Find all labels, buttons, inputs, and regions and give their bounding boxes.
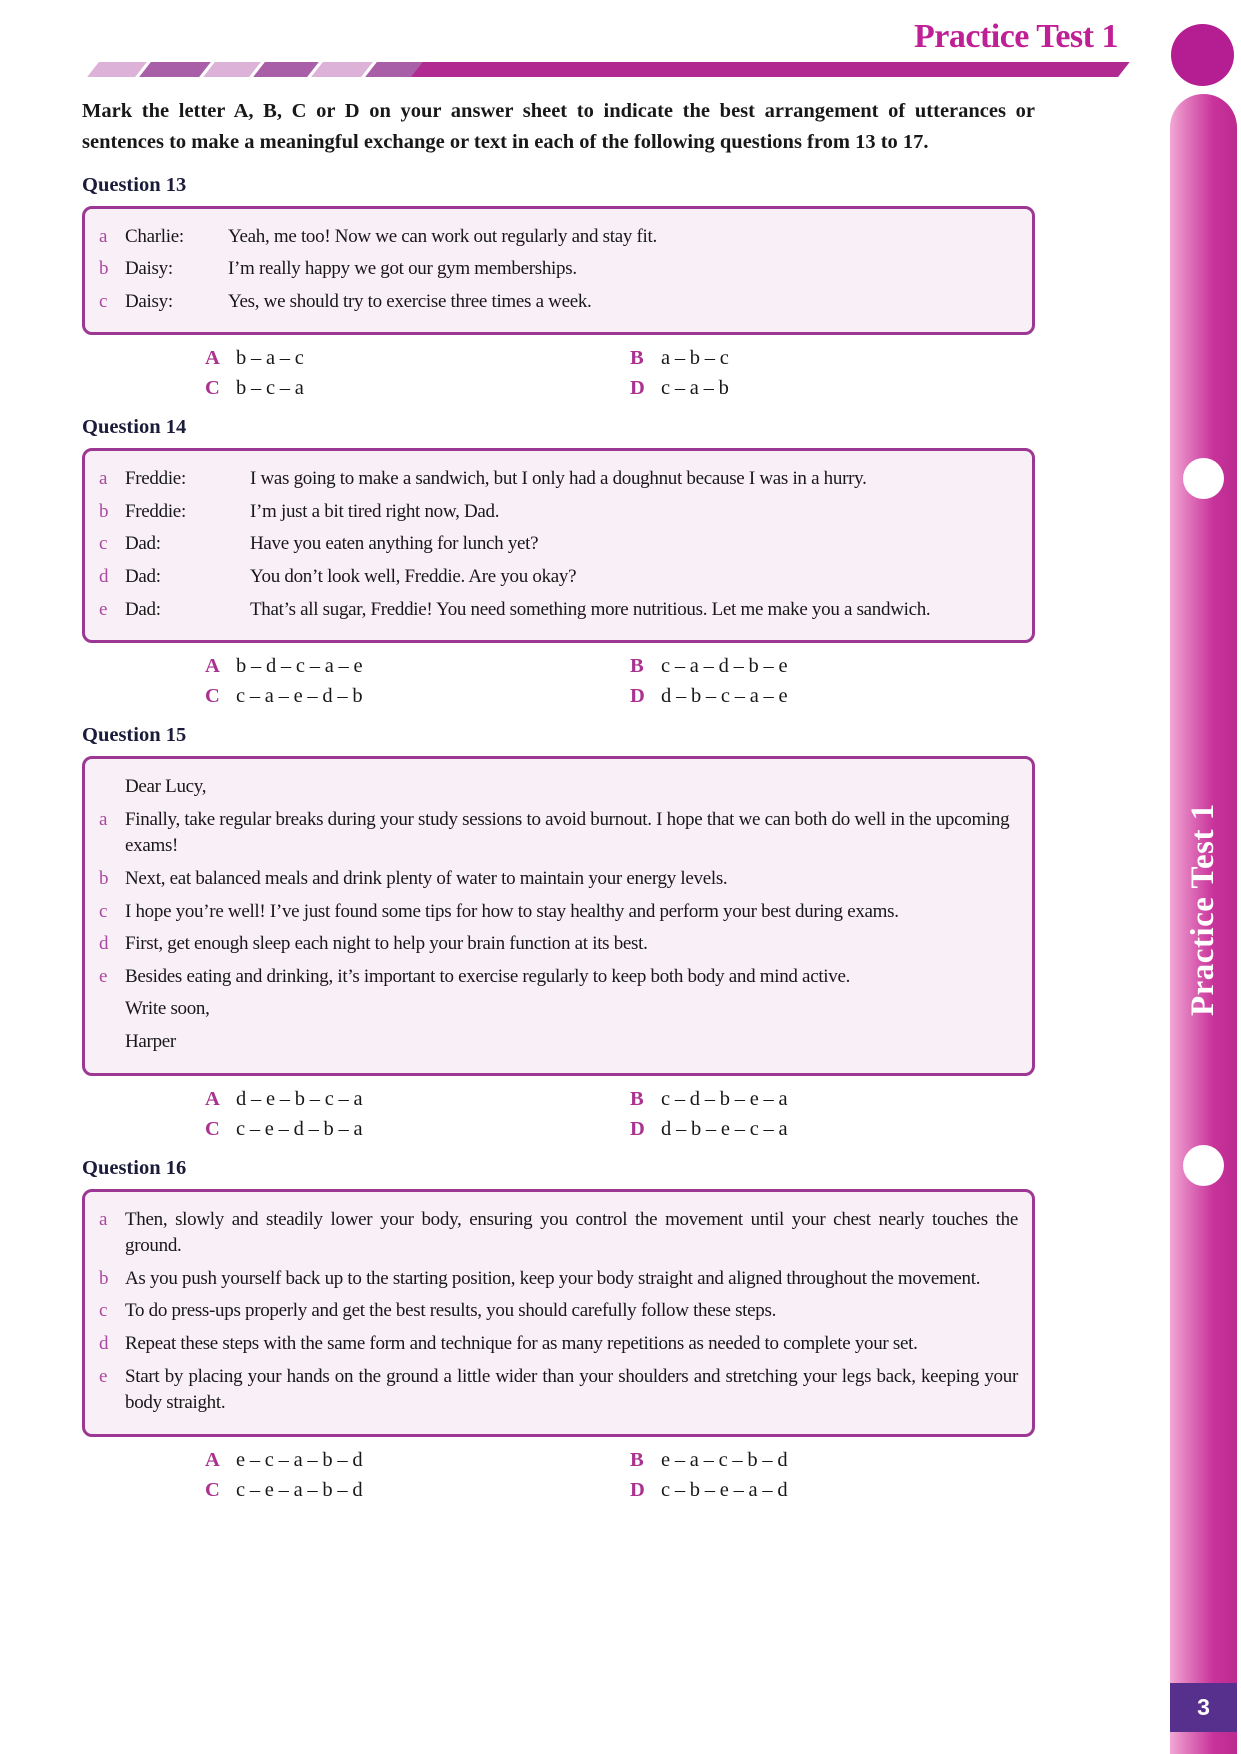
option-letter: B [630, 1448, 644, 1471]
option-value: e – a – c – b – d [661, 1448, 788, 1471]
item-row [97, 1266, 1018, 1293]
item-row [97, 1207, 1018, 1260]
options [205, 347, 1035, 400]
item-text: That’s all sugar, Freddie! You need something more nutritious. Let me make you a sandwich. [250, 598, 931, 620]
question-label: Question 16 [82, 1156, 187, 1179]
rule-segment [203, 62, 261, 77]
option-value: e – c – a – b – d [236, 1448, 363, 1471]
option-letter: D [630, 1117, 645, 1140]
option [630, 655, 1035, 678]
item-row [97, 964, 1018, 991]
item-speaker: Dad: [125, 598, 161, 620]
letter-signature: Harper [125, 1031, 176, 1052]
content [82, 96, 1035, 1506]
option-value: b – a – c [236, 347, 304, 370]
option [630, 377, 1035, 400]
item-letter: d [99, 1332, 109, 1354]
item-text: Finally, take regular breaks during your study sessions to avoid burnout. I hope that we can both do well in the upcoming exams! [125, 808, 1010, 857]
rule-segment [139, 62, 211, 77]
item-letter: e [99, 965, 108, 987]
item-row [97, 289, 1018, 316]
question-box [82, 206, 1035, 336]
item-row [97, 1331, 1018, 1358]
option-letter: B [630, 655, 644, 678]
item-row [97, 564, 1018, 591]
item-speaker: Freddie: [125, 468, 186, 490]
item-letter: e [99, 598, 108, 620]
item-letter: b [99, 868, 109, 890]
item-row [97, 866, 1018, 893]
item-letter: c [99, 900, 108, 922]
rule-segment [87, 62, 147, 77]
option-letter: D [630, 377, 645, 400]
item-letter: b [99, 500, 109, 522]
option-letter: B [630, 347, 644, 370]
option-value: c – a – d – b – e [661, 655, 788, 678]
item-text: I’m just a bit tired right now, Dad. [250, 500, 500, 522]
option-value: c – a – b [661, 377, 729, 400]
item-row [97, 931, 1018, 958]
item-letter: c [99, 1300, 108, 1322]
item-letter: d [99, 566, 109, 588]
item-text: First, get enough sleep each night to help your brain function at its best. [125, 933, 648, 955]
item-text: Repeat these steps with the same form and technique for as many repetitions as needed to complete your set. [125, 1332, 918, 1354]
option-value: c – b – e – a – d [661, 1478, 788, 1501]
item-speaker: Freddie: [125, 500, 186, 522]
question-box [82, 448, 1035, 643]
letter-salutation: Dear Lucy, [125, 776, 207, 798]
item-text: Besides eating and drinking, it’s important to exercise regularly to keep both body and mind active. [125, 965, 851, 987]
item-text: I was going to make a sandwich, but I only had a doughnut because I was in a hurry. [250, 468, 867, 490]
option [205, 1088, 630, 1111]
question-label: Question 15 [82, 724, 187, 747]
option-value: b – d – c – a – e [236, 655, 363, 678]
item-row [97, 531, 1018, 558]
option-value: c – a – e – d – b [236, 685, 363, 708]
option-letter: A [205, 347, 220, 370]
option [630, 1479, 1035, 1502]
rule-solid [411, 62, 1130, 77]
option-letter: D [630, 1478, 645, 1501]
item-row [97, 466, 1018, 493]
item-speaker: Dad: [125, 533, 161, 555]
punch-hole [1183, 1145, 1224, 1186]
item-letter: b [99, 258, 109, 280]
option-letter: A [205, 655, 220, 678]
item-letter: c [99, 290, 108, 312]
item-text: To do press-ups properly and get the best results, you should carefully follow these steps. [125, 1300, 777, 1322]
option-value: c – d – b – e – a [661, 1087, 788, 1110]
option-value: c – e – d – b – a [236, 1117, 363, 1140]
option-letter: C [205, 1478, 220, 1501]
instructions: Mark the letter A, B, C or D on your answer sheet to indicate the best arrangement of utterances or sentences to make a meaningful exchange or text in each of the following questions from 13 to 17. [82, 100, 1035, 153]
header-rule [93, 62, 1118, 77]
item-text: Start by placing your hands on the ground a little wider than your shoulders and stretching your legs back, keeping your body straight. [125, 1365, 1018, 1414]
option [205, 1118, 630, 1141]
option-letter: A [205, 1448, 220, 1471]
item-text: Yeah, me too! Now we can work out regularly and stay fit. [228, 225, 657, 247]
item-row [97, 807, 1018, 860]
item-speaker: Charlie: [125, 225, 184, 247]
option-letter: D [630, 685, 645, 708]
option-value: d – b – e – c – a [661, 1117, 788, 1140]
item-letter: d [99, 933, 109, 955]
item-row [97, 224, 1018, 251]
question-box [82, 1189, 1035, 1437]
item-row [97, 256, 1018, 283]
item-row [97, 1298, 1018, 1325]
item-speaker: Daisy: [125, 258, 173, 280]
item-letter: a [99, 468, 108, 490]
item-text: I’m really happy we got our gym memberships. [228, 258, 577, 280]
item-text: Yes, we should try to exercise three times a week. [228, 290, 592, 312]
item-row [97, 1364, 1018, 1417]
item-row [97, 899, 1018, 926]
item-speaker: Daisy: [125, 290, 173, 312]
question-label: Question 14 [82, 416, 187, 439]
item-text: Have you eaten anything for lunch yet? [250, 533, 539, 555]
item-letter: a [99, 225, 108, 247]
option-letter: C [205, 685, 220, 708]
option [630, 1088, 1035, 1111]
options [205, 1088, 1035, 1141]
option [630, 347, 1035, 370]
item-text: I hope you’re well! I’ve just found some tips for how to stay healthy and perform your best during exams. [125, 900, 899, 922]
item-letter: a [99, 808, 108, 830]
option [630, 1449, 1035, 1472]
item-row [97, 597, 1018, 624]
rule-segment [311, 62, 373, 77]
item-letter: e [99, 1365, 108, 1387]
item-letter: c [99, 533, 108, 555]
sidebar-title: Practice Test 1 [1185, 803, 1221, 1017]
option-letter: C [205, 1117, 220, 1140]
item-text: As you push yourself back up to the starting position, keep your body straight and aligned throughout the movement. [125, 1267, 981, 1289]
option-letter: A [205, 1087, 220, 1110]
punch-hole [1183, 458, 1224, 499]
rule-segment [253, 62, 319, 77]
item-letter: b [99, 1267, 109, 1289]
question-label: Question 13 [82, 173, 187, 196]
item-text: Then, slowly and steadily lower your body, ensuring you control the movement until your chest nearly touches the ground. [125, 1208, 1018, 1257]
option [205, 685, 630, 708]
option [630, 685, 1035, 708]
options [205, 655, 1035, 708]
options [205, 1449, 1035, 1502]
item-text: Next, eat balanced meals and drink plenty of water to maintain your energy levels. [125, 868, 728, 890]
option-letter: C [205, 377, 220, 400]
option [205, 377, 630, 400]
option-value: c – e – a – b – d [236, 1478, 363, 1501]
option [205, 1479, 630, 1502]
option-value: b – c – a [236, 377, 304, 400]
binder-circle [1171, 24, 1234, 86]
option [630, 1118, 1035, 1141]
option-letter: B [630, 1087, 644, 1110]
letter-closing: Write soon, [125, 998, 210, 1020]
page-title: Practice Test 1 [914, 18, 1118, 55]
page-number: 3 [1170, 1683, 1237, 1732]
item-row [97, 499, 1018, 526]
option [205, 655, 630, 678]
item-speaker: Dad: [125, 566, 161, 588]
item-letter: a [99, 1208, 108, 1230]
option-value: a – b – c [661, 347, 729, 370]
option-value: d – b – c – a – e [661, 685, 788, 708]
option-value: d – e – b – c – a [236, 1087, 363, 1110]
option [205, 1449, 630, 1472]
question-box [82, 756, 1035, 1075]
option [205, 347, 630, 370]
item-text: You don’t look well, Freddie. Are you okay? [250, 566, 577, 588]
